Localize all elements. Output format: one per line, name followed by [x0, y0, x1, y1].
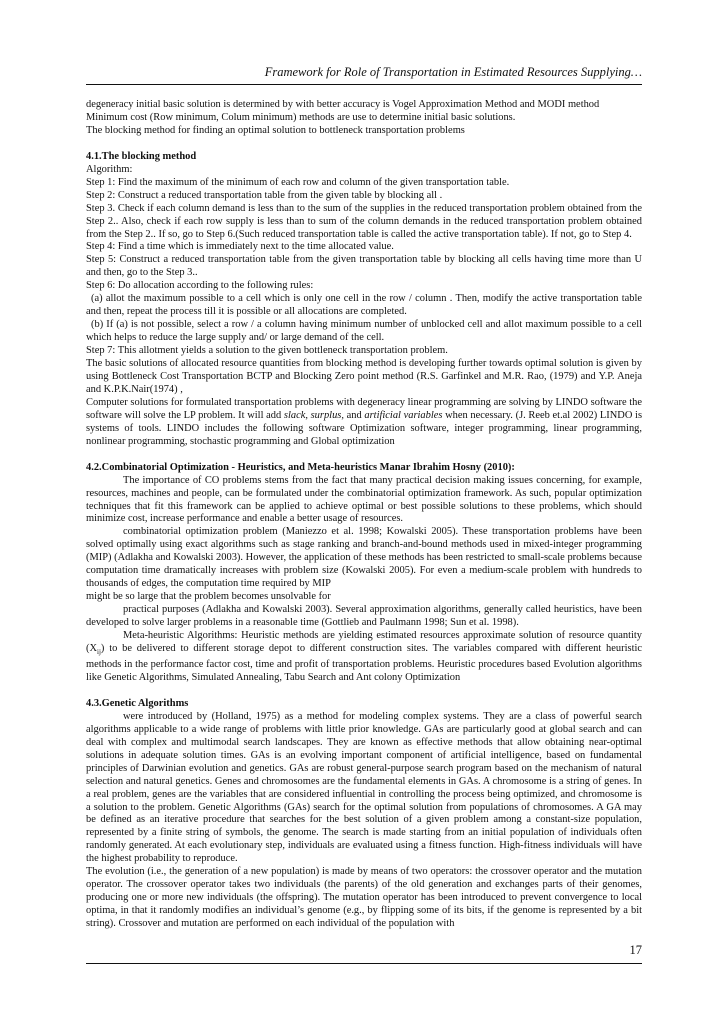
- header-rule: [86, 84, 642, 85]
- co-paragraph-3: practical purposes (Adlakha and Kowalski 2003). Several approximation algorithms, generally called heuristics, have been developed to solve larger problems in a reasonable time (Gottlieb and Paulmann 1998; Sun et al. 1998).: [86, 604, 642, 629]
- running-title: Framework for Role of Transportation in Estimated Resources Supplying…: [264, 65, 642, 79]
- page-number: 17: [629, 943, 642, 957]
- co-paragraph-2-tail: might be so large that the problem becomes unsolvable for: [86, 591, 331, 603]
- step-6: Step 6: Do allocation according to the following rules:: [86, 280, 314, 292]
- rule-a: (a) allot the maximum possible to a cell which is only one cell in the row / column . Then, modify the active transportation table and then, repeat the process till it is possible or all allocations are completed.: [86, 293, 642, 318]
- footer-rule: [86, 963, 642, 964]
- section-heading-4-2: 4.2.Combinatorial Optimization - Heuristics, and Meta-heuristics Manar Ibrahim Hosny (2010):: [86, 461, 515, 473]
- meta-heuristic-paragraph: Meta-heuristic Algorithms: Heuristic methods are yielding estimated resources approximate solution of resource quantity $(X_{ij})$ to be delivered to different storage depot to different construction sites. The variables compared with different heuristic methods in the performance factor cost, time and profit of transportation problems. Heuristic procedures based Evolution algorithms like Genetic Algorithms, Simulated Annealing, Tabu Search and Ant colony Optimization: [86, 630, 642, 683]
- step-7: Step 7: This allotment yields a solution to the given bottleneck transportation problem.: [86, 345, 448, 357]
- step-5: Step 5: Construct a reduced transportation table from the given transportation table by blocking all cells having time more than U and then, go to the Step 3..: [86, 254, 642, 279]
- co-paragraph-2: combinatorial optimization problem (Maniezzo et al. 1998; Kowalski 2005). These transportation problems have been solved optimally using exact algorithms such as stage ranking and branch-and-bound methods used in mixed-integer programming (MIP) (Adlakha and Kowalski 2003). However, the application of these methods has been restricted to small-scale problems because computation time dramatically increases with problem size (Kowalski 2005). For even a medium-scale problem with hundreds to thousands of edges, the computation time required by MIP: [86, 526, 642, 590]
- step-4: Step 4: Find a time which is immediately next to the time allocated value.: [86, 241, 394, 253]
- lindo-paragraph: Computer solutions for formulated transportation problems with degeneracy linear programming are solving by LINDO software the software will solve the LP problem. It will add slack, surplus, and artificial variables when necessary. (J. Reeb et.al 2002) LINDO is systems of tools. LINDO includes the following software Optimization software, integer programming, linear programming, nonlinear programming, stochastic programming and Global optimization: [86, 396, 643, 447]
- step-1: Step 1: Find the maximum of the minimum of each row and column of the given transportation table.: [86, 176, 510, 188]
- intro-line-2: Minimum cost (Row minimum, Colum minimum) methods are use to determine initial basic solutions.: [86, 111, 516, 123]
- blocking-paragraph: The basic solutions of allocated resource quantities from blocking method is developing further towards optimal solution is given by using Bottleneck Cost Transportation BCTP and Blocking Zero point method (R.S. Garfinkel and M.R. Rao, (1979) and Y.P. Aneja and K.P.K.Nair(1974) ,: [86, 358, 642, 395]
- page-body: [86, 64, 642, 931]
- ga-paragraph-1: were introduced by (Holland, 1975) as a method for modeling complex systems. They are a class of powerful search algorithms applicable to a wide range of problems with little prior knowledge. GAs are particularly good at global search and can deal with complex and multimodal search landscapes. They are known as effective methods that allow obtaining near-optimal solutions in adequate solution times. GAs is an evolving important component of artificial intelligence, based on fundamental principles of Darwinian evolution and genetics. GAs are robust general-purpose search program based on the mechanism of natural selection and natural genetics. Genes and chromosomes are the fundamental elements in GAs. A chromosome is a string of genes. In a real problem, genes are the variables that are considered influential in controlling the process being optimized, and chromosome is a solution to the problem. Genetic Algorithms (GAs) search for the optimal solution from populations of chromosomes. A GA may be defined as an iterative procedure that searches for the best solution of a given problem among a constant-size population, represented by a finite string of symbols, the genome. The search is made starting from an initial population of individuals often randomly generated. At each evolutionary step, individuals are evaluated using a fitness function. High-fitness individuals will have the highest probability to reproduce.: [86, 710, 642, 865]
- co-paragraph-1: The importance of CO problems stems from the fact that many practical decision making issues concerning, for example, resources, machines and people, can be formulated under the combinatorial optimization framework. As such, popular optimization techniques that fit this framework can be applied to achieve optimal or best possible solutions to these problems, which should minimize cost, increase performance and enable a better usage of resources.: [86, 474, 642, 525]
- intro-line-1: degeneracy initial basic solution is determined by with better accuracy is Vogel Approximation Method and MODI method: [86, 99, 600, 110]
- step-2: Step 2: Construct a reduced transportation table from the given table by blocking all .: [86, 189, 443, 201]
- ga-paragraph-2: The evolution (i.e., the generation of a new population) is made by means of two operators: the crossover operator and the mutation operator. The crossover operator takes two individuals (the parents) of the old generation and exchanges parts of their genomes, producing one or more new individuals (the offspring). The mutation operator has been introduced to prevent convergence to local optima, in that it randomly modifies an individual’s genome (e.g., by flipping some of its bits, if the genome is represented by a bit string). Crossover and mutation are performed on each individual of the population with: [86, 866, 642, 930]
- intro-line-3: The blocking method for finding an optimal solution to bottleneck transportation problems: [86, 124, 465, 136]
- step-3: Step 3. Check if each column demand is less than to the sum of the supplies in the reduced transportation problem obtained from the Step 2.. Also, check if each row supply is less than to sum of the column demands in the reduced transportation problem obtained from the Step 2.. If so, go to Step 6.(Such reduced transportation table is called the active transportation table). If not, go to Step 4.: [86, 202, 642, 240]
- algorithm-label: Algorithm:: [86, 163, 133, 175]
- section-heading-4-1: 4.1.The blocking method: [86, 150, 197, 162]
- section-heading-4-3: 4.3.Genetic Algorithms: [86, 697, 189, 709]
- rule-b: (b) If (a) is not possible, select a row / a column having minimum number of unblocked cell and allot maximum possible to a cell which helps to reduce the large supply and/ or large demand of the cell.: [86, 319, 642, 344]
